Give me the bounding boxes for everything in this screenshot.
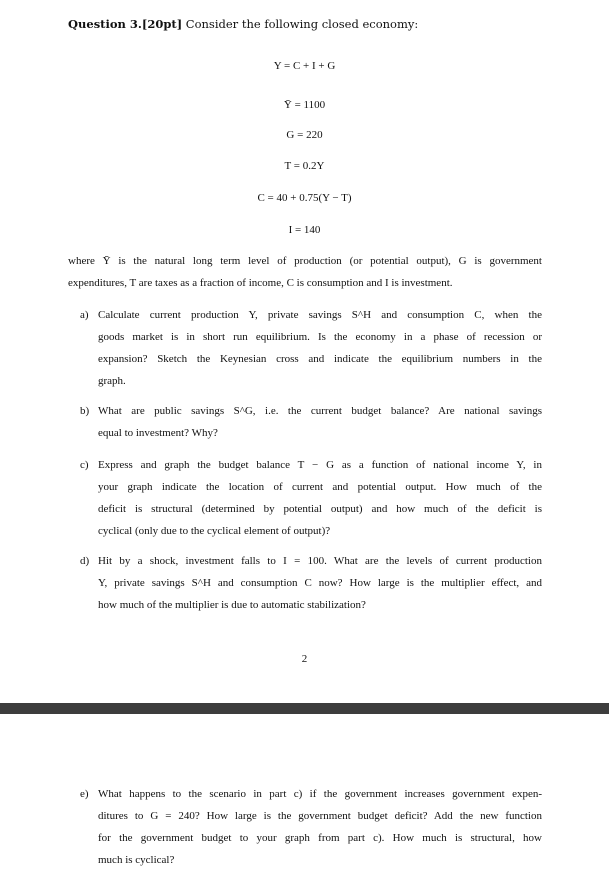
part-d-label: d) xyxy=(80,555,90,567)
part-e-line-2: ditures to G = 240? How large is the government budget deficit? Add the new function xyxy=(98,810,542,822)
question-label: Question 3.[20pt] xyxy=(68,17,183,31)
part-c-line-3: deficit is structural (determined by potential output) and how much of the deficit is xyxy=(98,503,542,515)
part-c-line-2: your graph indicate the location of current and potential output. How much of the xyxy=(98,481,542,493)
equation-taxes: T = 0.2Y xyxy=(284,160,325,172)
part-e-line-4: much is cyclical? xyxy=(98,854,175,866)
equation-investment: I = 140 xyxy=(288,224,321,236)
part-b-line-2: equal to investment? Why? xyxy=(98,427,218,439)
page-divider xyxy=(0,703,609,714)
part-e xyxy=(80,783,542,871)
part-a-line-1: Calculate current production Y, private savings S^H and consumption C, when the xyxy=(98,309,542,321)
part-a-line-3: expansion? Sketch the Keynesian cross and indicate the equilibrium numbers in the xyxy=(98,353,542,365)
part-d-line-3: how much of the multiplier is due to automatic stabilization? xyxy=(98,599,366,611)
part-b xyxy=(80,400,542,444)
equation-potential-output: Ȳ = 1100 xyxy=(283,99,326,111)
question-intro: Consider the following closed economy: xyxy=(185,17,419,31)
equation-government-spending: G = 220 xyxy=(286,129,323,141)
part-c-line-1: Express and graph the budget balance T − G as a function of national income Y, in xyxy=(98,459,542,471)
part-d-line-1: Hit by a shock, investment falls to I = 100. What are the levels of current production xyxy=(98,555,542,567)
part-b-label: b) xyxy=(80,405,90,417)
part-d xyxy=(80,550,542,616)
part-a xyxy=(80,304,542,392)
equation-income-identity: Y = C + I + G xyxy=(273,60,336,72)
part-a-label: a) xyxy=(80,309,89,321)
page-number: 2 xyxy=(301,653,308,665)
where-paragraph xyxy=(68,250,542,294)
part-a-line-2: goods market is in short run equilibrium. Is the economy in a phase of recession or xyxy=(98,331,542,343)
equation-consumption: C = 40 + 0.75(Y − T) xyxy=(257,192,352,204)
part-b-line-1: What are public savings S^G, i.e. the current budget balance? Are national savings xyxy=(98,405,542,417)
part-e-label: e) xyxy=(80,788,89,800)
part-c-line-4: cyclical (only due to the cyclical element of output)? xyxy=(98,525,331,537)
where-line-1: where Ȳ is the natural long term level of production (or potential output), G is government xyxy=(68,255,542,267)
part-c-label: c) xyxy=(80,459,89,471)
part-e-line-1: What happens to the scenario in part c) if the government increases government expen- xyxy=(98,788,542,800)
part-a-line-4: graph. xyxy=(98,375,126,387)
question-header xyxy=(68,17,418,31)
part-e-line-3: for the government budget to your graph from part c). How much is structural, how xyxy=(98,832,542,844)
where-line-2: expenditures, T are taxes as a fraction of income, C is consumption and I is investment. xyxy=(68,277,453,289)
part-c xyxy=(80,454,542,542)
page-2 xyxy=(0,714,609,873)
part-d-line-2: Y, private savings S^H and consumption C now? How large is the multiplier effect, and xyxy=(98,577,542,589)
